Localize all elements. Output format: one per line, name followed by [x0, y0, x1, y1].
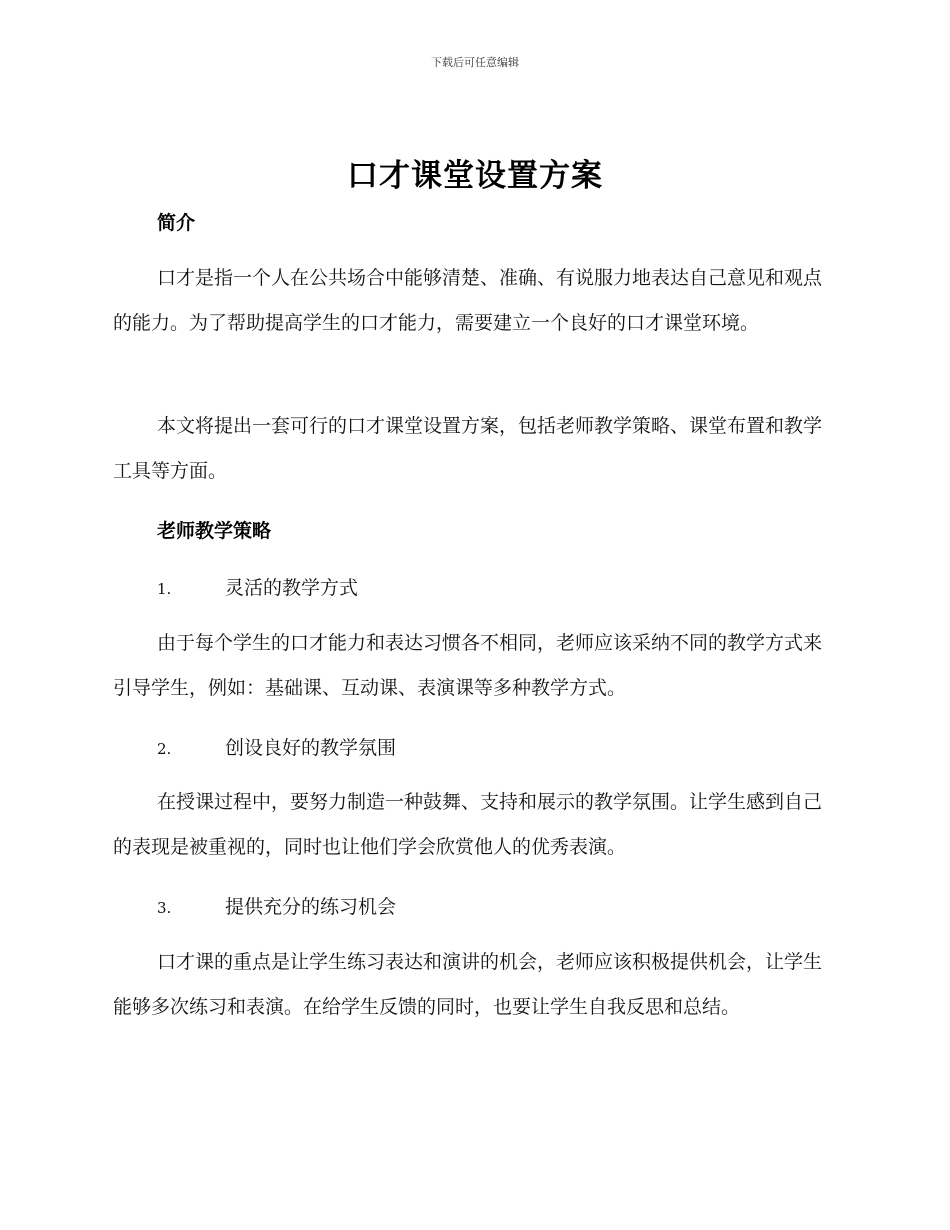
section-heading-intro: 简介: [157, 212, 196, 234]
list-item-1-text: 由于每个学生的口才能力和表达习惯各不相同，老师应该采纳不同的教学方式来引导学生，例如：基础课、互动课、表演课等多种教学方式。: [113, 632, 823, 699]
intro-paragraph-2: 本文将提出一套可行的口才课堂设置方案，包括老师教学策略、课堂布置和教学工具等方面。: [113, 415, 823, 482]
list-number: 3.: [157, 899, 172, 917]
header-note: 下载后可任意编辑: [431, 56, 519, 69]
list-item-3-text: 口才课的重点是让学生练习表达和演讲的机会，老师应该积极提供机会，让学生能够多次练习和表演。在给学生反馈的同时，也要让学生自我反思和总结。: [113, 951, 823, 1018]
section-heading-teaching: 老师教学策略: [157, 520, 272, 542]
list-number: 2.: [157, 740, 172, 758]
intro-paragraph-1: 口才是指一个人在公共场合中能够清楚、准确、有说服力地表达自己意见和观点的能力。为了帮助提高学生的口才能力，需要建立一个良好的口才课堂环境。: [113, 267, 823, 334]
document-title: 口才课堂设置方案: [347, 158, 603, 194]
list-item-2: [157, 733, 396, 760]
list-item-3: [157, 892, 396, 919]
list-item-2-text: 在授课过程中，要努力制造一种鼓舞、支持和展示的教学氛围。让学生感到自己的表现是被重视的，同时也让他们学会欣赏他人的优秀表演。: [113, 791, 823, 858]
list-number: 1.: [157, 580, 172, 598]
list-title: 灵活的教学方式: [225, 577, 359, 599]
list-title: 创设良好的教学氛围: [225, 737, 397, 759]
list-title: 提供充分的练习机会: [225, 896, 397, 918]
list-item-1: [157, 573, 358, 600]
